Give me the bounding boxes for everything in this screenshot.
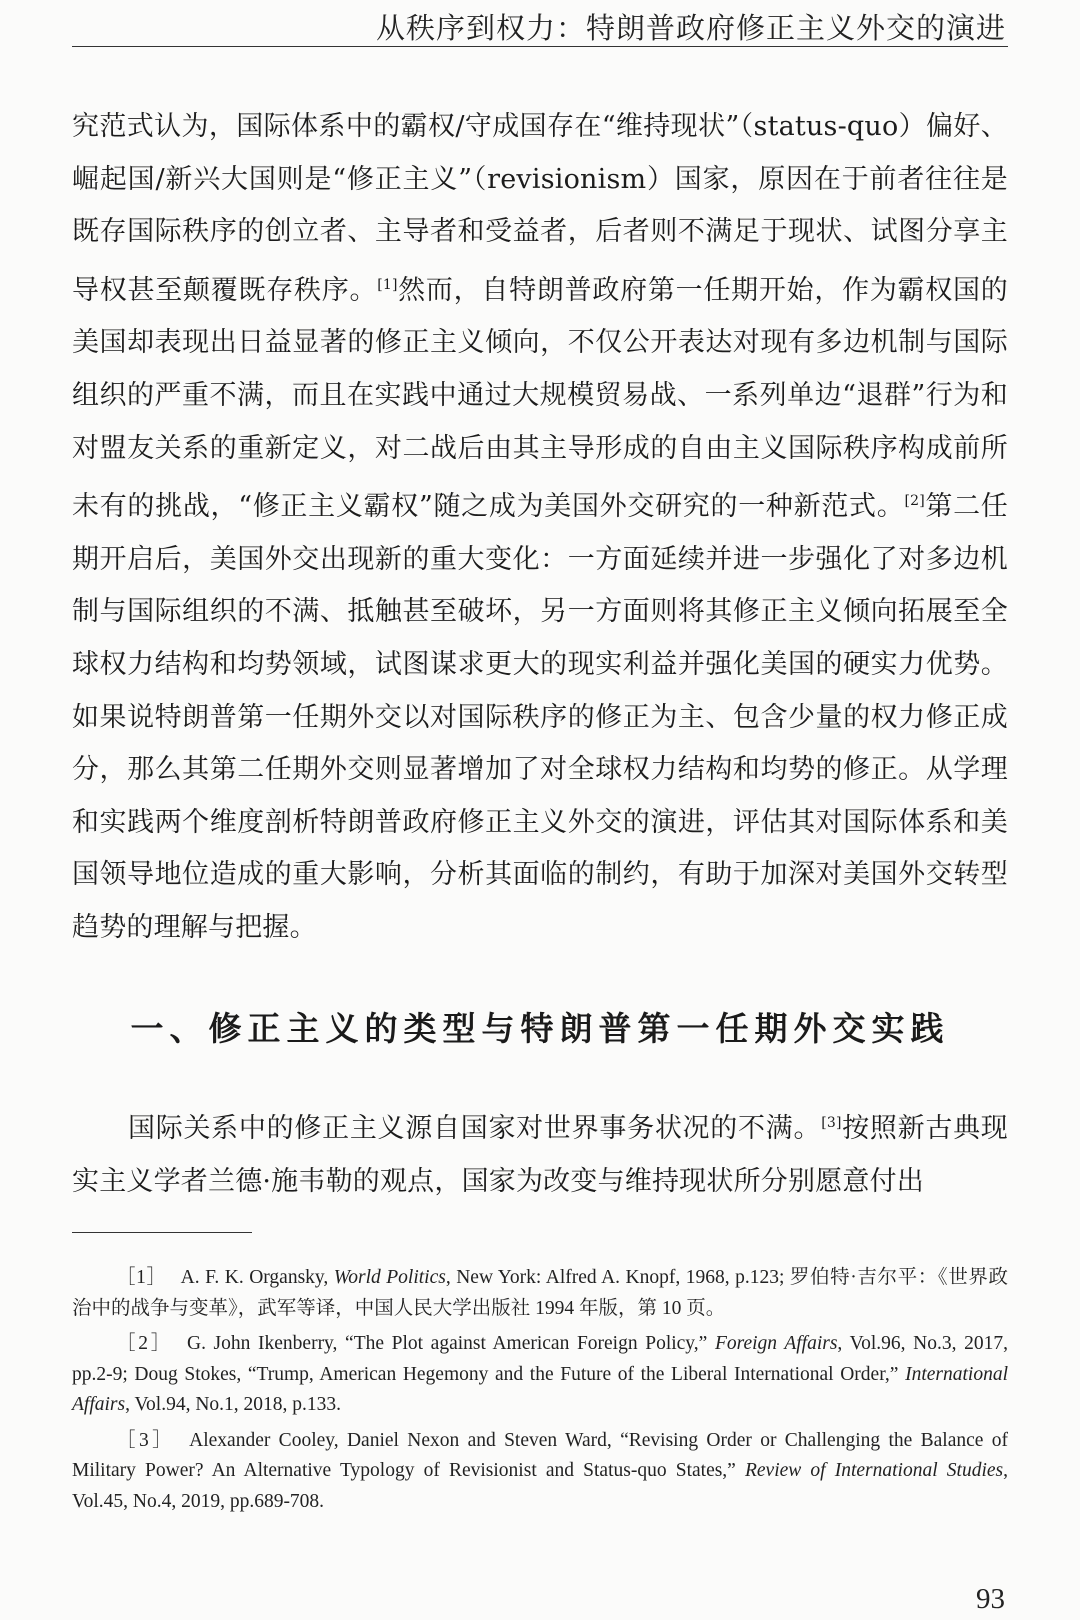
footnote-1 [72,1263,1008,1324]
section-paragraph [72,1097,1008,1208]
footnote-title: Foreign Affairs [714,1333,838,1354]
footnote-text: Alexander Cooley, Daniel Nexon and Steven Ward, “Revising Order or Challenging the Balance of Military Power? An Alternative Typology of Revisionist and Status-quo States,” [72,1429,1008,1481]
footnote-text: A. F. K. Organsky, [180,1267,334,1288]
footnote-text: , Vol.45, No.4, 2019, pp.689-708. [72,1460,1008,1512]
body-text-3: 第二任期开启后，美国外交出现新的重大变化：一方面延续并进一步强化了对多边机制与国际组织的不满、抵触甚至破坏，另一方面则将其修正主义倾向拓展至全球权力结构和均势领域，试图谋求更大的现实利益并强化美国的硬实力优势。如果说特朗普第一任期外交以对国际秩序的修正为主、包含少量的权力修正成分，那么其第二任期外交则显著增加了对全球权力结构和均势的修正。从学理和实践两个维度剖析特朗普政府修正主义外交的演进，评估其对国际体系和美国领导地位造成的重大影响，分析其面临的制约，有助于加深对美国外交转型趋势的理解与把握。 [72,491,1008,943]
footnote-number: ［3］ [116,1429,176,1451]
footnote-ref-3[interactable]: [3] [821,1115,842,1131]
footnote-title: International Affairs [72,1363,1008,1415]
footnote-text: , Vol.96, No.3, 2017, pp.2-9; Doug Stokes, “Trump, American Hegemony and the Future of the Liberal International Order,” [72,1333,1008,1385]
section-heading: 一、修正主义的类型与特朗普第一任期外交实践 [130,1009,950,1048]
footnote-3 [72,1426,1008,1518]
footnote-ref-1[interactable]: [1] [377,276,398,293]
body-text-1: 究范式认为，国际体系中的霸权/守成国存在“维持现状”（status-quo）偏好、崛起国/新兴大国则是“修正主义”（revisionism）国家，原因在于前者往往是既存国际秩序的创立者、主导者和受益者，后者则不满足于现状、试图分享主导权甚至颠覆既存秩序。 [72,111,1008,306]
section-text-2: 按照新古典现实主义学者兰德·施韦勒的观点，国家为改变与维持现状所分别愿意付出 [72,1113,1009,1197]
footnote-text: , New York: Alfred A. Knopf, 1968, p.123; 罗伯特·吉尔平：《世界政治中的战争与变革》，武军等译，中国人民大学出版社 1994 年版，第 10 页。 [72,1267,1008,1319]
page-number: 93 [976,1583,1005,1615]
footnote-number: ［1］ [116,1267,167,1288]
footnote-ref-2[interactable]: [2] [904,493,925,510]
section-text-1: 国际关系中的修正主义源自国家对世界事务状况的不满。 [128,1113,822,1144]
footnote-title: Review of International Studies [744,1460,1004,1481]
body-text-2: 然而，自特朗普政府第一任期开始，作为霸权国的美国却表现出日益显著的修正主义倾向，不仅公开表达对现有多边机制与国际组织的严重不满，而且在实践中通过大规模贸易战、一系列单边“退群”行为和对盟友关系的重新定义，对二战后由其主导形成的自由主义国际秩序构成前所未有的挑战，“修正主义霸权”随之成为美国外交研究的一种新范式。 [72,274,1008,523]
header-rule [72,46,1008,47]
footnote-rule [72,1232,252,1233]
running-title: 从秩序到权力：特朗普政府修正主义外交的演进 [375,11,1006,45]
footnote-title: World Politics [333,1267,446,1288]
footnote-text: , Vol.94, No.1, 2018, p.133. [125,1394,342,1415]
footnote-number: ［2］ [116,1333,173,1354]
body-paragraph [72,101,1008,955]
footnote-text: G. John Ikenberry, “The Plot against American Foreign Policy,” [186,1333,715,1354]
footnotes [72,1263,1008,1522]
footnote-2 [72,1329,1008,1421]
